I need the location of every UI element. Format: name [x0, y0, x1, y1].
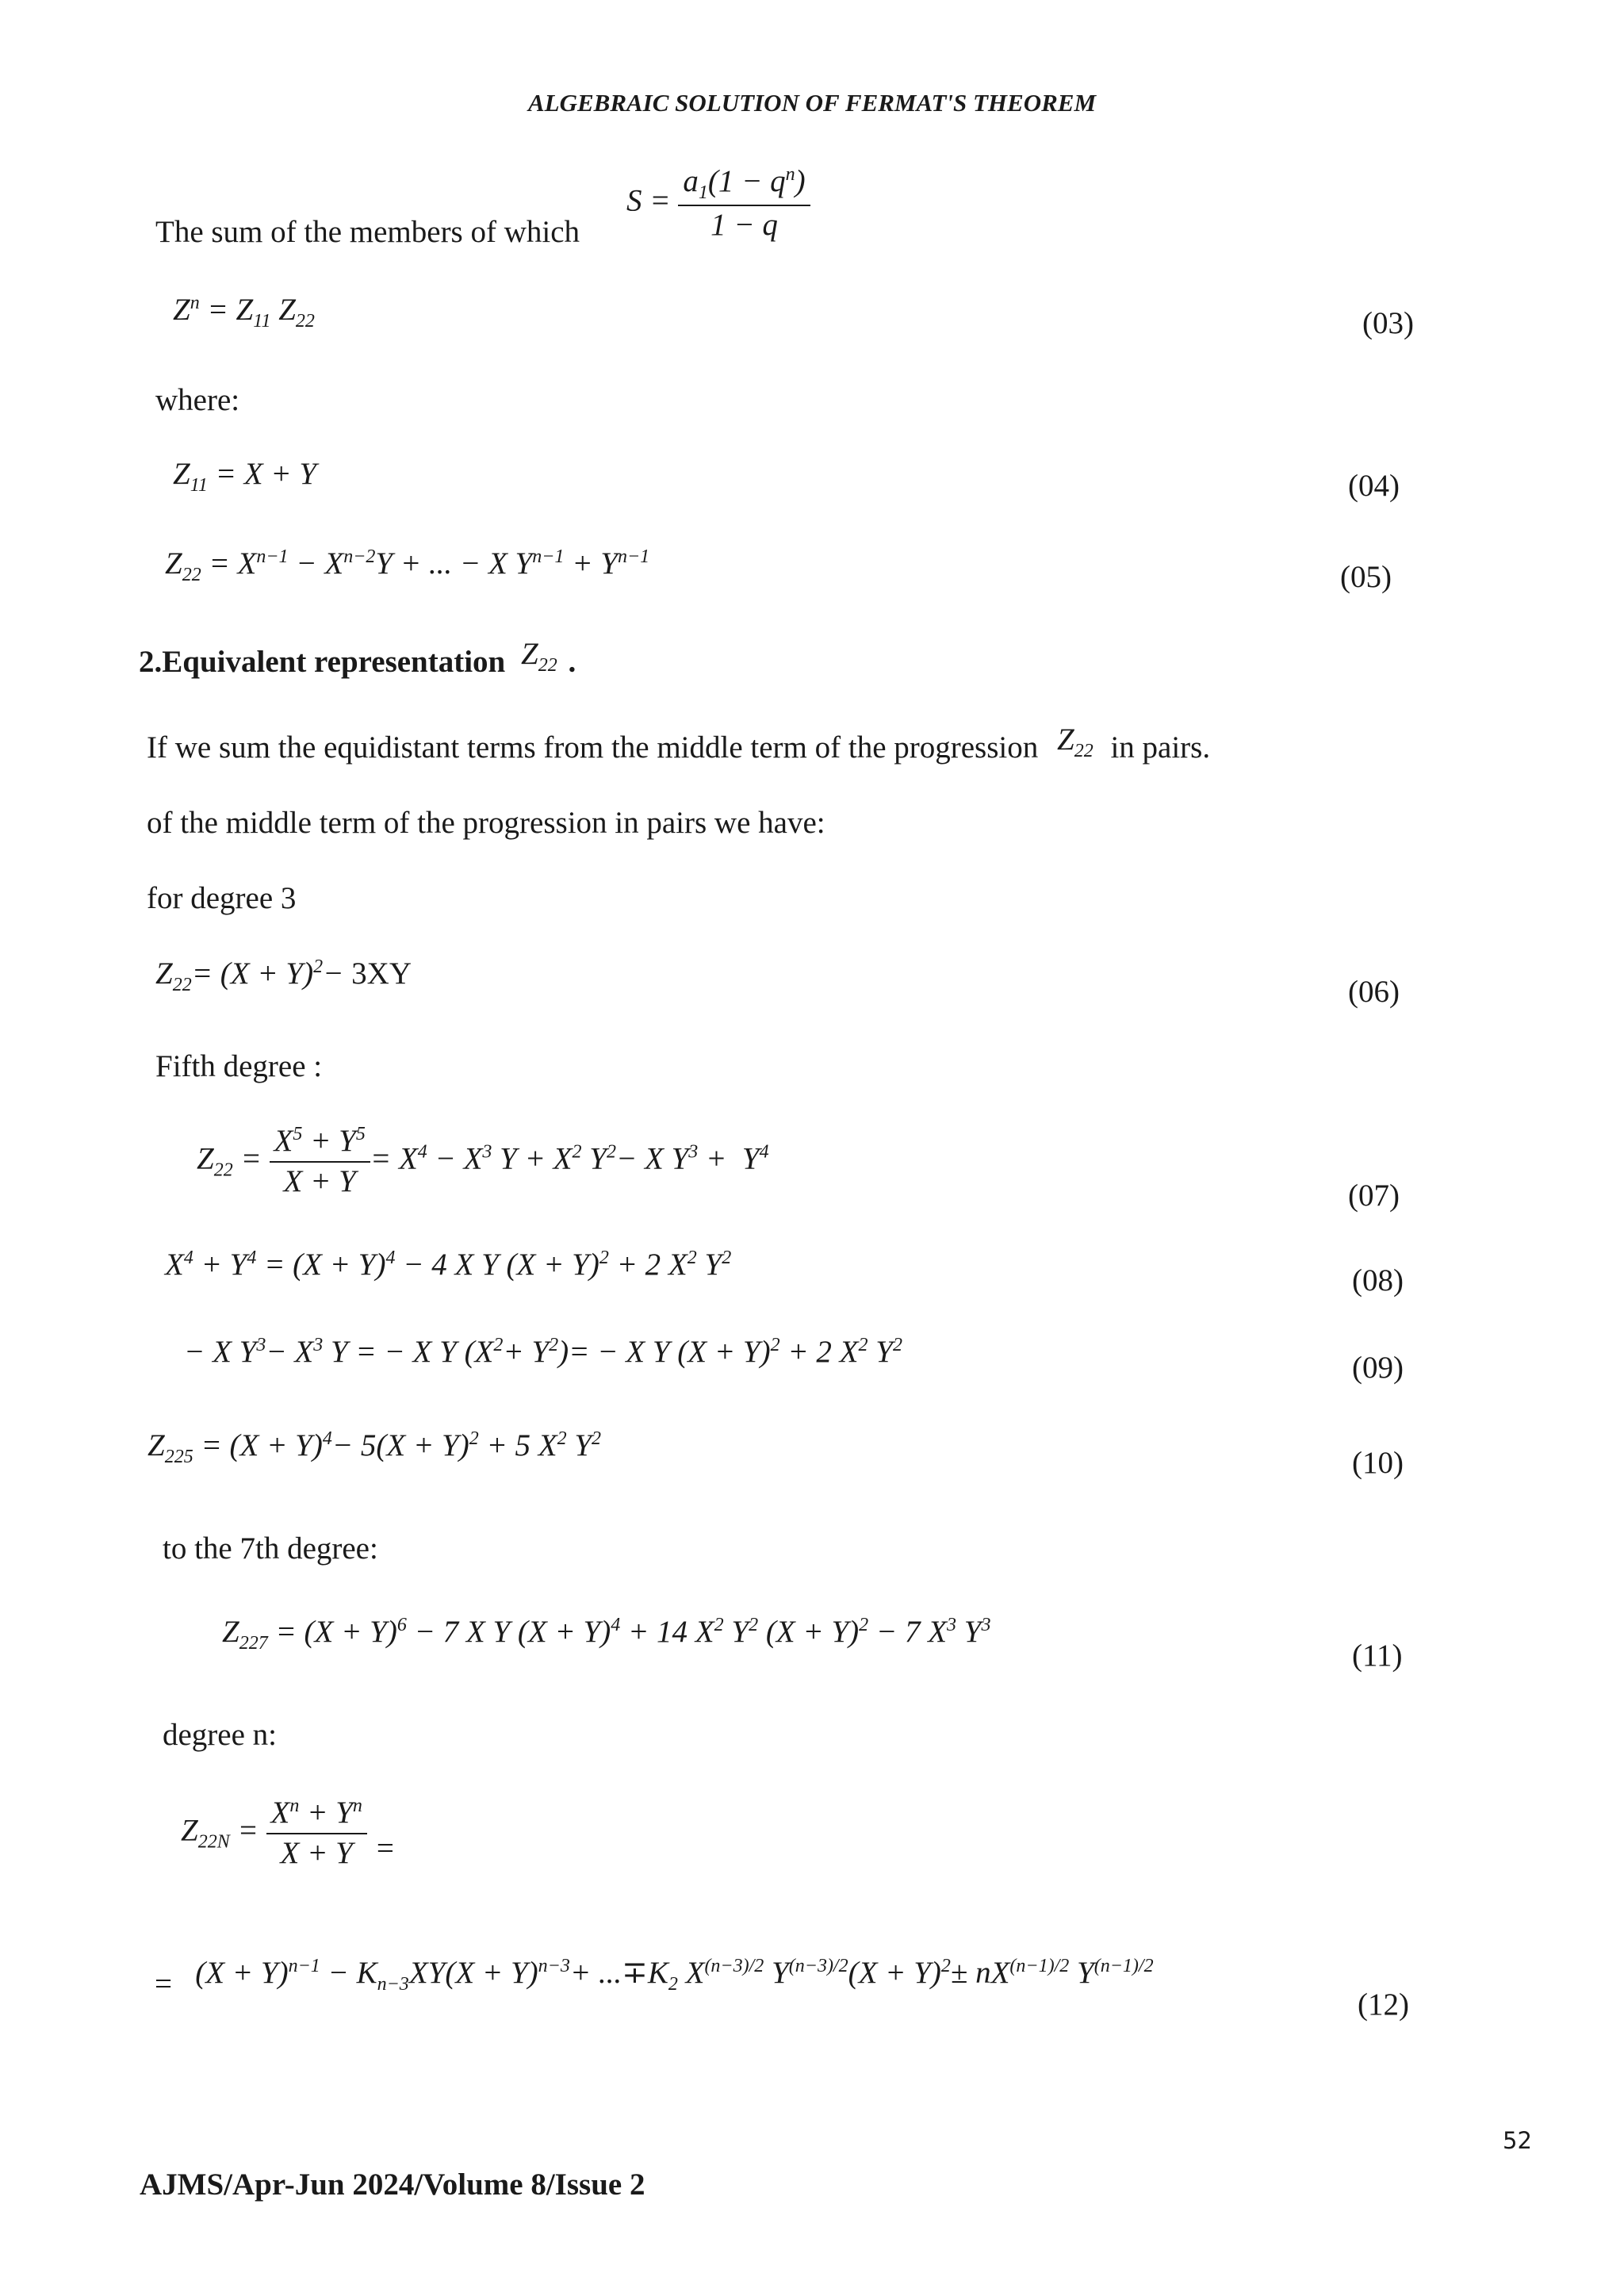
equation-08: $X^4 + Y^4 = (X + Y)^4 - 4$ X Y $(X + Y)^2 + 2$ $X^2$ $Y^2$	[165, 1248, 732, 1282]
section-heading: 2.Equivalent representation $Z_{22}$ .	[139, 637, 576, 679]
where-text: where:	[155, 383, 240, 417]
equation-number-09: (09)	[1352, 1351, 1404, 1385]
running-header: ALGEBRAIC SOLUTION OF FERMAT'S THEOREM	[527, 89, 1097, 117]
equation-03: $Z^n = Z_{11}$ $Z_{22}$	[173, 293, 315, 332]
fifth-degree-label: Fifth degree :	[155, 1049, 323, 1083]
equation-06: $Z_{22}= (X + Y)^2- 3XY$	[155, 956, 412, 995]
equation-number-04: (04)	[1348, 469, 1400, 503]
equation-07: $Z_{22}$ = $\frac{X^5 + Y^5}{X + Y}$ = $X^4 - X^3$ $Y + X^2$ $Y^2- X$ $Y^3 + Y^4$	[197, 1124, 769, 1198]
degree-3-label: for degree 3	[147, 881, 297, 915]
para1-text-a: If we sum the equidistant terms from the middle term of the progression	[147, 730, 1039, 765]
equation-geometric-sum: S = $\frac{a_1(1 - q^n)}{1 - q}$	[626, 163, 810, 245]
equation-11: $Z_{227} = (X + Y)^6 - 7$ X Y $(X + Y)^4 + 14$ $X^2$ $Y^2$ $(X + Y)^2 - 7$ $X^3$ $Y^3$	[222, 1615, 991, 1654]
paragraph-line-1	[147, 723, 1211, 770]
equation-number-12: (12)	[1358, 1987, 1409, 2022]
sum-intro-text: The sum of the members of which	[155, 215, 580, 249]
equation-number-11: (11)	[1352, 1639, 1403, 1673]
equation-12-line-2: = $(X + Y)^{n-1} - K_{n-3}XY(X + Y)^{n-3}+ ...\mp K_2$ $X^{(n-3)/2}$ $Y^{(n-3)/2}(X + Y)^2\pm nX^{(n-1)/2}$ $Y^{(n-1)/2}$	[155, 1956, 1154, 2001]
para1-text-b: in pairs.	[1110, 730, 1211, 765]
page-number: 52	[1503, 2127, 1532, 2154]
equation-number-10: (10)	[1352, 1446, 1404, 1480]
equation-04: $Z_{11} = X + Y$	[173, 457, 317, 496]
equation-12-line-1: $Z_{22N}$ = $\frac{X^n + Y^n}{X + Y}$ =	[181, 1796, 394, 1870]
equation-number-08: (08)	[1352, 1263, 1404, 1297]
journal-footer: AJMS/Apr-Jun 2024/Volume 8/Issue 2	[140, 2168, 645, 2202]
equation-number-05: (05)	[1340, 560, 1392, 594]
equation-05: $Z_{22} = X^{n-1} - X^{n-2}Y$ + ... − X $Y^{n-1} + Y^{n-1}$	[165, 546, 650, 585]
degree-n-label: degree n:	[163, 1718, 278, 1752]
section-heading-text: 2.Equivalent representation	[139, 645, 506, 679]
equation-09: − X $Y^3- X^3$ Y = − X Y $(X^2+ Y^2)= - X$ Y $(X + Y)^2 + 2$ $X^2$ $Y^2$	[184, 1335, 902, 1369]
para1-z22: $Z_{22}$	[1057, 723, 1094, 761]
equation-number-06: (06)	[1348, 975, 1400, 1009]
seventh-degree-label: to the 7th degree:	[163, 1531, 378, 1566]
equation-number-03: (03)	[1362, 306, 1414, 340]
paragraph-line-2: of the middle term of the progression in pairs we have:	[147, 806, 825, 840]
section-heading-z22: $Z_{22}$	[521, 637, 557, 676]
equation-10: $Z_{225} = (X + Y)^4- 5(X + Y)^2 + 5$ $X^2$ $Y^2$	[147, 1428, 602, 1467]
equation-number-07: (07)	[1348, 1179, 1400, 1213]
